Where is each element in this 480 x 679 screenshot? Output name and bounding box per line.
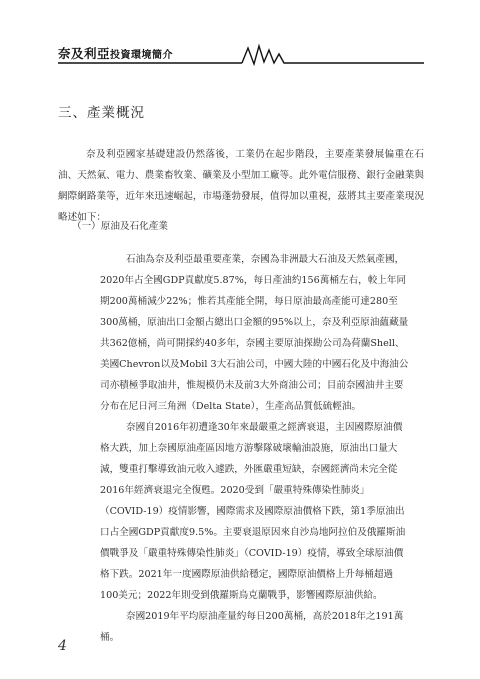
heartbeat-line-icon bbox=[0, 40, 480, 66]
page-number: 4 bbox=[58, 638, 67, 654]
body-paragraph: 奈國2019年平均原油產量約每日200萬桶，高於2018年之191萬桶。 bbox=[100, 610, 404, 643]
body-paragraph: 奈國自2016年初遭逢30年來最嚴重之經濟衰退，主因國際原油價格大跌，加上奈國原油產區因地方游擊隊破壞輸油設施，原油出口量大減，雙重打擊導致油元收入遽跌，外匯嚴重短缺，奈國經濟尚未完全從2016年經濟衰退完全復甦。2020受到「嚴重特殊傳染性肺炎」（COVID-19）疫情影響，國際需求及國際原油價格下跌，第1季原油出口占全國GDP貢獻度9.5%。主要衰退原因來自沙烏地阿拉伯及俄羅斯油價戰爭及「嚴重特殊傳染性肺炎」（COVID-19）疫情，導致全球原油價格下跌。2021年一度國際原油供給穩定，國際原油價格上升每桶超過100美元；2022年則受到俄羅斯烏克蘭戰爭，影響國際原油供給。 bbox=[100, 421, 406, 601]
body-paragraph: 石油為奈及利亞最重要產業，奈國為非洲最大石油及天然氣產國，2020年占全國GDP貢獻度5.87%，每日產油約156萬桶左右，較上年同期200萬桶減少22%；惟若其產能全開，每日原油最高產能可達280至300萬桶，原油出口金額占總出口金額的95%以上，奈及利亞原油蘊藏量共362億桶，尚可開採約40多年，奈國主要原油探勘公司為荷蘭Shell、美國Chevron以及Mobil 3大石油公司，中國大陸的中國石化及中海油公司亦積極爭取油井，惟規模仍未及前3大外商油公司；目前奈國油井主要分布在尼日河三角洲（Delta State），生產高品質低硫輕油。 bbox=[100, 253, 409, 412]
subsection-title: （一）原油及石化產業 bbox=[72, 221, 168, 232]
intro-paragraph: 奈及利亞國家基礎建設仍然落後，工業仍在起步階段，主要產業發展偏重在石油、天然氣、電力、農業畜牧業、礦業及小型加工廠等。此外電信服務、銀行金融業與網際網路業等，近年來迅速崛起，市場蓬勃發展，值得加以重視，茲將其主要產業現況略述如下： bbox=[58, 148, 424, 223]
running-header bbox=[0, 40, 480, 66]
section-title: 三、產業概況 bbox=[58, 105, 145, 121]
header-title-main: 奈及利亞 bbox=[58, 46, 111, 61]
header-title-sub: 投資環境簡介 bbox=[110, 50, 174, 61]
